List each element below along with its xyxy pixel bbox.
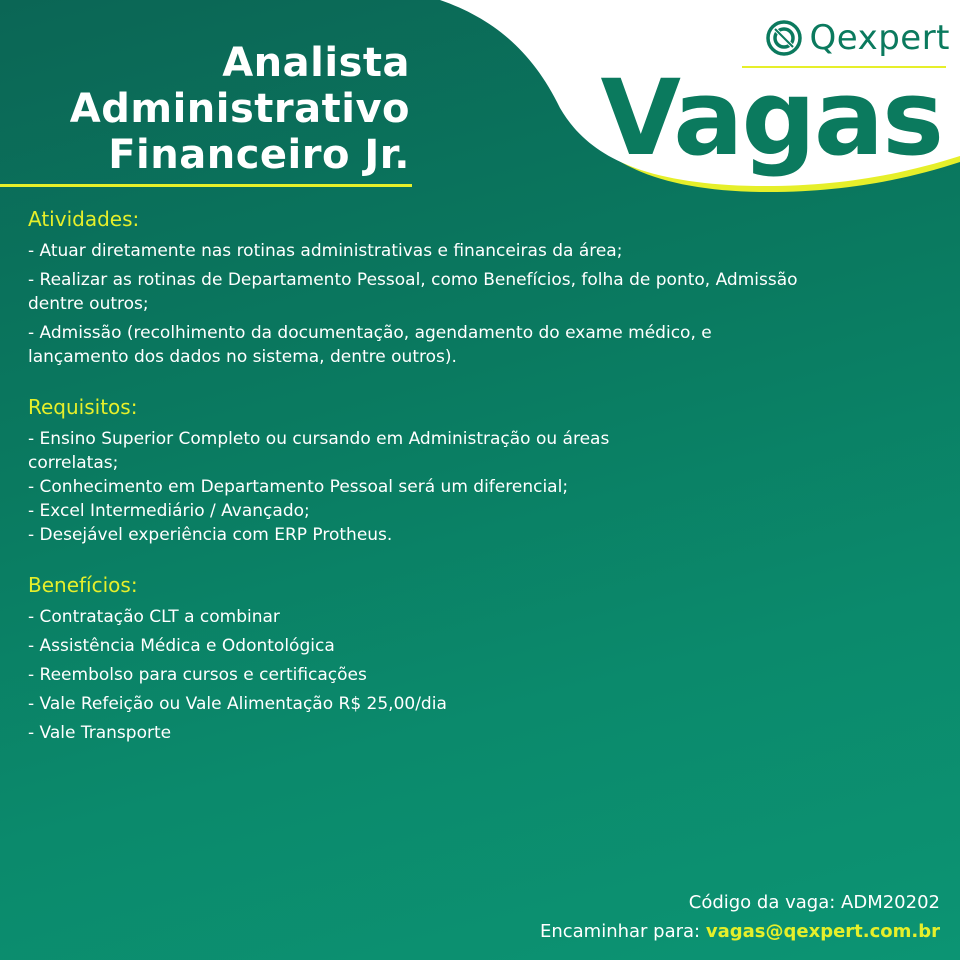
benefit-item: - Contratação CLT a combinar — [28, 607, 280, 627]
activity-item: - Admissão (recolhimento da documentação, agendamento do exame médico, e — [28, 323, 712, 343]
requirement-item: - Ensino Superior Completo ou cursando em Administração ou áreas — [28, 429, 610, 449]
vagas-headline: Vagas — [600, 57, 942, 179]
qexpert-logo-icon — [765, 19, 803, 57]
activity-item: dentre outros; — [28, 294, 149, 314]
requirement-item: - Excel Intermediário / Avançado; — [28, 501, 310, 521]
benefits-section — [28, 571, 938, 745]
requirements-section — [28, 393, 938, 547]
brand-logo — [765, 18, 950, 58]
activities-section — [28, 205, 938, 369]
job-code: Código da vaga: ADM20202 — [688, 892, 940, 913]
activities-heading: Atividades: — [28, 207, 140, 231]
job-title — [0, 40, 410, 178]
activity-item: - Atuar diretamente nas rotinas administrativas e financeiras da área; — [28, 241, 623, 261]
forward-line — [540, 917, 940, 946]
benefit-item: - Vale Refeição ou Vale Alimentação R$ 25,00/dia — [28, 694, 447, 714]
logo-text: Qexpert — [809, 18, 950, 58]
forward-label: Encaminhar para: — [539, 921, 701, 942]
requirement-item: - Desejável experiência com ERP Protheus. — [28, 525, 393, 545]
job-title-line-1: Analista — [222, 40, 410, 86]
job-title-line-2: Administrativo — [69, 86, 410, 132]
activity-item: lançamento dos dados no sistema, dentre outros). — [28, 347, 457, 367]
activity-item: - Realizar as rotinas de Departamento Pessoal, como Benefícios, folha de ponto, Admissão — [28, 270, 798, 290]
footer — [540, 888, 940, 946]
benefit-item: - Assistência Médica e Odontológica — [28, 636, 335, 656]
benefits-heading: Benefícios: — [28, 573, 138, 597]
requirements-heading: Requisitos: — [28, 395, 138, 419]
requirement-item: correlatas; — [28, 453, 119, 473]
job-title-line-3: Financeiro Jr. — [108, 132, 410, 178]
contact-email: vagas@qexpert.com.br — [705, 921, 940, 942]
benefit-item: - Reembolso para cursos e certificações — [28, 665, 367, 685]
job-details — [28, 205, 938, 769]
benefit-item: - Vale Transporte — [28, 723, 172, 743]
title-underline — [0, 184, 412, 187]
requirement-item: - Conhecimento em Departamento Pessoal será um diferencial; — [28, 477, 569, 497]
